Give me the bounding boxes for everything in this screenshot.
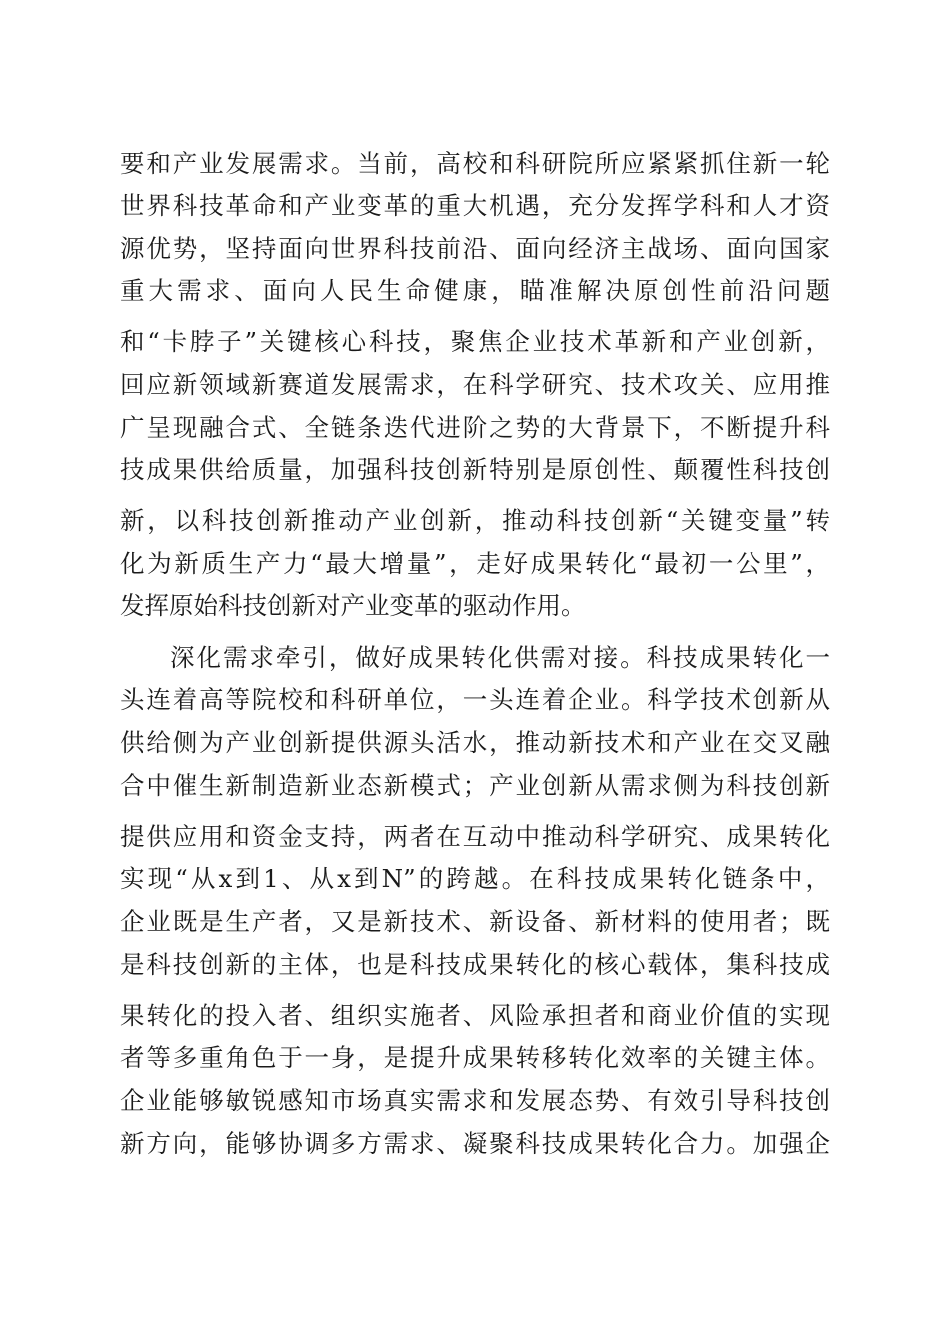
text-line: 供给侧为产业创新提供源头活水，推动新技术和产业在交叉融 bbox=[120, 728, 830, 757]
text-line: 新方向，能够协调多方需求、凝聚科技成果转化合力。加强企 bbox=[120, 1129, 830, 1158]
text-line: 发挥原始科技创新对产业变革的驱动作用。 bbox=[120, 591, 586, 620]
text-line: 头连着高等院校和科研单位，一头连着企业。科学技术创新从 bbox=[120, 685, 830, 714]
text-line: 和“卡脖子”关键核心科技，聚焦企业技术革新和产业创新， bbox=[120, 327, 830, 356]
text-line: 合中催生新制造新业态新模式；产业创新从需求侧为科技创新 bbox=[120, 771, 830, 800]
text-line: 深化需求牵引，做好成果转化供需对接。科技成果转化一 bbox=[170, 643, 830, 672]
text-line: 技成果供给质量，加强科技创新特别是原创性、颠覆性科技创 bbox=[120, 455, 830, 484]
text-line: 新，以科技创新推动产业创新，推动科技创新“关键变量”转 bbox=[120, 506, 830, 535]
text-line: 回应新领域新赛道发展需求，在科学研究、技术攻关、应用推 bbox=[120, 370, 830, 399]
text-line: 世界科技革命和产业变革的重大机遇，充分发挥学科和人才资 bbox=[120, 191, 830, 220]
text-line: 者等多重角色于一身，是提升成果转移转化效率的关键主体。 bbox=[120, 1043, 830, 1072]
text-line: 企业能够敏锐感知市场真实需求和发展态势、有效引导科技创 bbox=[120, 1086, 830, 1115]
text-line: 提供应用和资金支持，两者在互动中推动科学研究、成果转化 bbox=[120, 822, 830, 851]
text-line: 果转化的投入者、组织实施者、风险承担者和商业价值的实现 bbox=[120, 1001, 830, 1030]
text-line: 要和产业发展需求。当前，高校和科研院所应紧紧抓住新一轮 bbox=[120, 149, 830, 178]
text-line: 源优势，坚持面向世界科技前沿、面向经济主战场、面向国家 bbox=[120, 234, 830, 263]
text-line: 实现“从x到1、从x到N”的跨越。在科技成果转化链条中， bbox=[120, 864, 830, 893]
text-line: 广呈现融合式、全链条迭代进阶之势的大背景下，不断提升科 bbox=[120, 413, 830, 442]
text-line: 化为新质生产力“最大增量”，走好成果转化“最初一公里”， bbox=[120, 549, 830, 578]
text-line: 企业既是生产者，又是新技术、新设备、新材料的使用者；既 bbox=[120, 907, 830, 936]
text-line: 是科技创新的主体，也是科技成果转化的核心载体，集科技成 bbox=[120, 950, 830, 979]
text-line: 重大需求、面向人民生命健康，瞄准解决原创性前沿问题 bbox=[120, 276, 830, 305]
